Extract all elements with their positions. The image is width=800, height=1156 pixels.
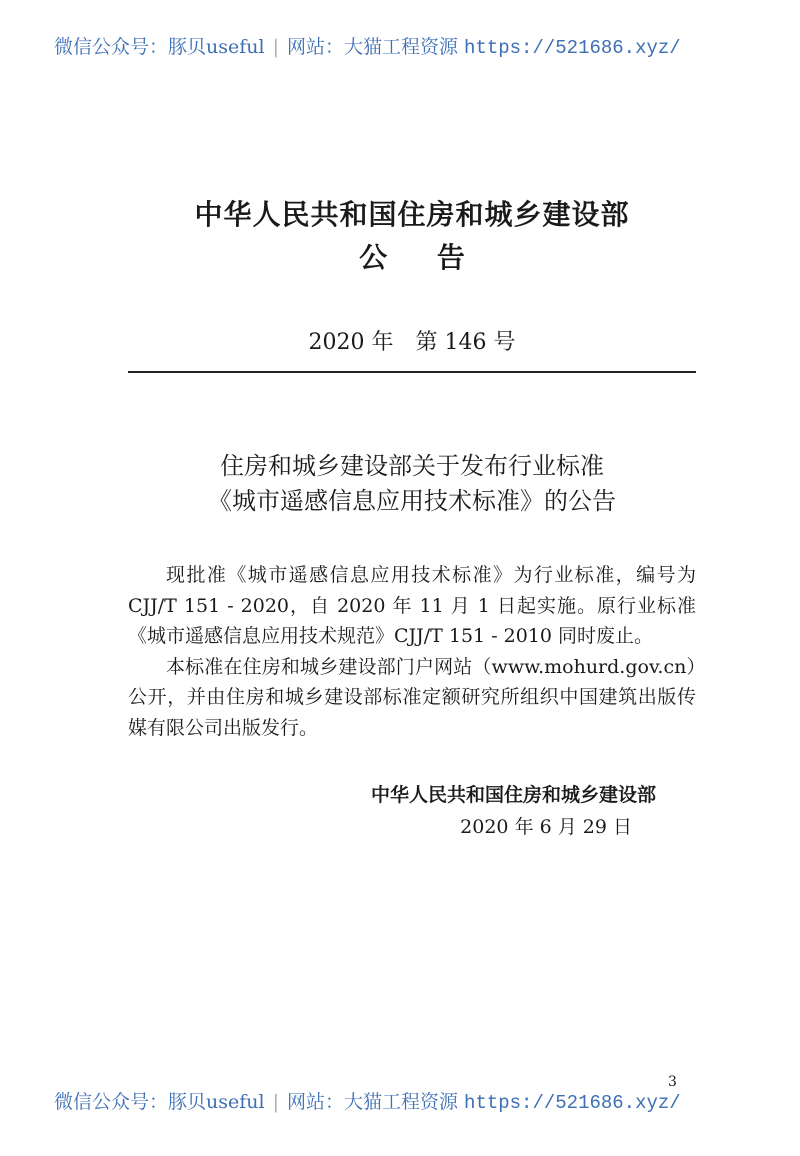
header-divider [128, 371, 696, 373]
body-paragraph: 现批准《城市遥感信息应用技术标准》为行业标准，编号为 CJJ/T 151 - 2020，自 2020 年 11 月 1 日起实施。原行业标准《城市遥感信息应用技术规范》CJJ/T 151 - 2010 同时废止。 [128, 564, 696, 648]
body-paragraph: 本标准在住房和城乡建设部门户网站（www.mohurd.gov.cn）公开，并由住房和城乡建设部标准定额研究所组织中国建筑出版传媒有限公司出版发行。 [128, 655, 696, 739]
title-line-1: 住房和城乡建设部关于发布行业标准 [220, 452, 604, 480]
issuer-heading: 中华人民共和国住房和城乡建设部 [194, 198, 630, 231]
title-line-2: 《城市遥感信息应用技术标准》的公告 [208, 487, 616, 515]
watermark-site: 网站：大猫工程资源 [286, 36, 458, 58]
watermark-site: 网站：大猫工程资源 [286, 1091, 458, 1113]
announcement-number: 2020 年 第 146 号 [308, 330, 516, 355]
watermark-account: 微信公众号：豚贝useful [54, 36, 265, 58]
watermark-bottom [54, 1087, 754, 1114]
announcement-body [128, 560, 696, 744]
signature-date: 2020 年 6 月 29 日 [460, 816, 632, 838]
watermark-url[interactable]: https://521686.xyz/ [464, 1092, 681, 1114]
watermark-separator: | [272, 36, 279, 58]
page-number: 3 [668, 1074, 677, 1090]
watermark-url[interactable]: https://521686.xyz/ [464, 37, 681, 59]
watermark-account: 微信公众号：豚贝useful [54, 1091, 265, 1113]
signature-issuer: 中华人民共和国住房和城乡建设部 [370, 784, 656, 806]
watermark-separator: | [272, 1091, 279, 1113]
watermark-top [54, 32, 754, 59]
doc-type-heading: 公 告 [359, 241, 465, 274]
